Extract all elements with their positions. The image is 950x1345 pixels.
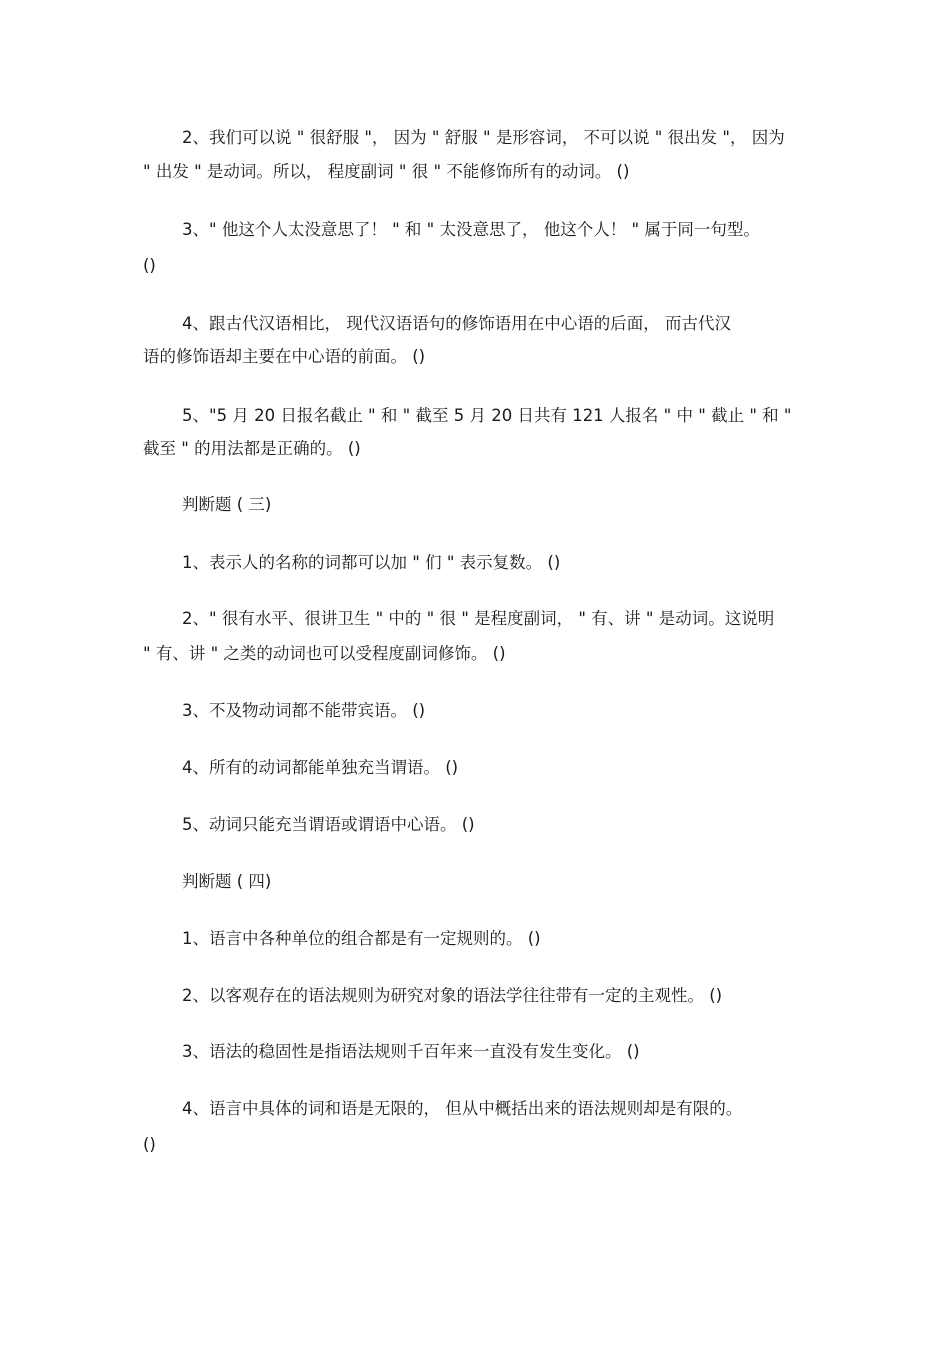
s4-question-3: 3、语法的稳固性是指语法规则千百年来一直没有发生变化。 () — [182, 1042, 640, 1061]
s4-question-1: 1、语言中各种单位的组合都是有一定规则的。 () — [182, 929, 541, 948]
question-2-line-1: 2、我们可以说 " 很舒服 "， 因为 " 舒服 " 是形容词， 不可以说 " 很出发 "， 因为 — [182, 128, 785, 147]
s3-question-2-line-1: 2、" 很有水平、很讲卫生 " 中的 " 很 " 是程度副词， " 有、讲 " 是动词。这说明 — [182, 609, 775, 628]
s3-question-5: 5、动词只能充当谓语或谓语中心语。 () — [182, 815, 475, 834]
s4-question-4-line-2: () — [143, 1135, 156, 1154]
question-5-line-1: 5、"5 月 20 日报名截止 " 和 " 截至 5 月 20 日共有 121 人报名 " 中 " 截止 " 和 " — [182, 406, 792, 425]
question-5-line-2: 截至 " 的用法都是正确的。 () — [143, 439, 361, 458]
question-2-line-2: " 出发 " 是动词。所以， 程度副词 " 很 " 不能修饰所有的动词。 () — [143, 162, 630, 181]
s4-question-2: 2、以客观存在的语法规则为研究对象的语法学往往带有一定的主观性。 () — [182, 986, 723, 1005]
question-3-line-2: () — [143, 256, 156, 275]
s3-question-4: 4、所有的动词都能单独充当谓语。 () — [182, 758, 459, 777]
question-4-line-2: 语的修饰语却主要在中心语的前面。 () — [143, 347, 426, 366]
s3-question-2-line-2: " 有、讲 " 之类的动词也可以受程度副词修饰。 () — [143, 644, 506, 663]
s4-question-4-line-1: 4、语言中具体的词和语是无限的， 但从中概括出来的语法规则却是有限的。 — [182, 1099, 743, 1118]
section-3-heading: 判断题 ( 三) — [182, 495, 272, 514]
section-4-heading: 判断题 ( 四) — [182, 872, 272, 891]
question-3-line-1: 3、" 他这个人太没意思了！ " 和 " 太没意思了， 他这个人！ " 属于同一句型。 — [182, 220, 760, 239]
question-4-line-1: 4、跟古代汉语相比， 现代汉语语句的修饰语用在中心语的后面， 而古代汉 — [182, 314, 731, 333]
s3-question-3: 3、不及物动词都不能带宾语。 () — [182, 701, 426, 720]
s3-question-1: 1、表示人的名称的词都可以加 " 们 " 表示复数。 () — [182, 553, 561, 572]
